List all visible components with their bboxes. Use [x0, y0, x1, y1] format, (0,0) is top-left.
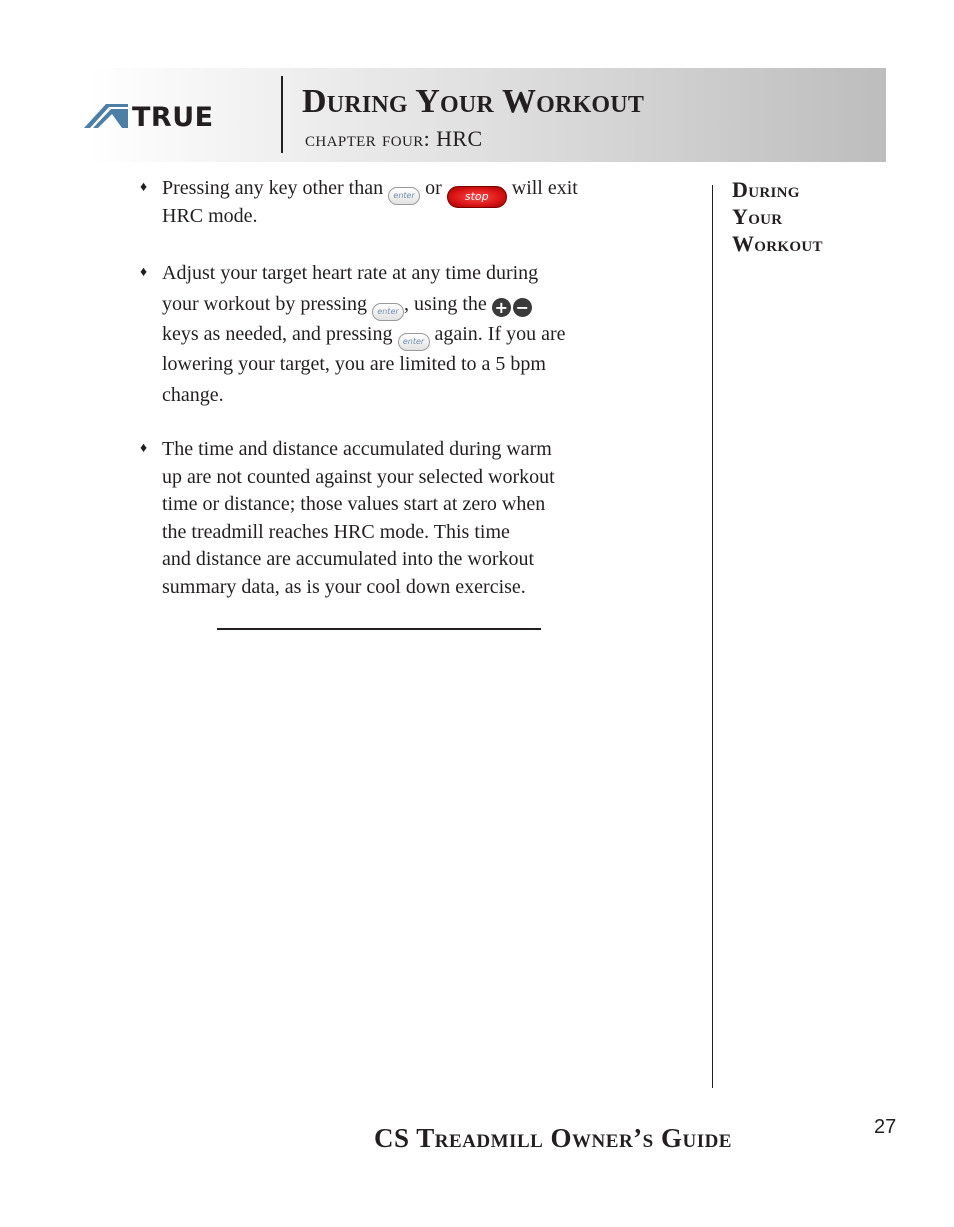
plus-key-icon: +	[492, 298, 511, 317]
text-line: Pressing any key other than enter or stop will exit	[162, 176, 578, 208]
bullet-dot: ♦	[140, 180, 148, 195]
chapter-subtitle	[305, 125, 483, 153]
enter-key-icon: enter	[398, 333, 430, 351]
sidebar-heading-line: Workout	[732, 231, 823, 256]
sidebar-heading-line: Your	[732, 204, 783, 229]
section-rule	[217, 628, 541, 630]
page-number: 27	[874, 1116, 897, 1138]
bullet-dot: ♦	[140, 265, 148, 280]
enter-key-icon: enter	[372, 303, 404, 321]
sidebar-heading	[732, 176, 823, 257]
page-title: During Your Workout	[302, 83, 645, 120]
text-line: your workout by pressing enter , using the + −	[162, 292, 532, 321]
chapter-name: HRC	[436, 126, 483, 151]
text-line: HRC mode.	[162, 205, 258, 227]
text-line: keys as needed, and pressing enter again. If you are	[162, 322, 566, 351]
sidebar-heading-line: During	[732, 177, 800, 202]
text-line: summary data, as is your cool down exercise.	[162, 576, 526, 598]
sidebar-divider	[712, 185, 713, 1088]
minus-key-icon: −	[513, 298, 532, 317]
bullet-dot: ♦	[140, 441, 148, 456]
text-line: Adjust your target heart rate at any time during	[162, 262, 539, 284]
text-line: up are not counted against your selected workout	[162, 466, 555, 488]
true-logo	[84, 104, 254, 128]
stop-key-icon: stop	[447, 186, 507, 208]
header-divider	[281, 76, 283, 153]
text-line: The time and distance accumulated during warm	[162, 438, 552, 460]
logo-text: TRUE	[132, 104, 214, 128]
text-line: and distance are accumulated into the workout	[162, 548, 535, 570]
footer-guide-title: CS Treadmill Owner’s Guide	[374, 1123, 732, 1153]
text-line: the treadmill reaches HRC mode. This time	[162, 521, 510, 543]
chapter-label: chapter four:	[305, 126, 431, 151]
text-line: change.	[162, 384, 224, 406]
text-line: time or distance; those values start at zero when	[162, 493, 546, 515]
enter-key-icon: enter	[388, 187, 420, 205]
text-line: lowering your target, you are limited to a 5 bpm	[162, 353, 546, 375]
